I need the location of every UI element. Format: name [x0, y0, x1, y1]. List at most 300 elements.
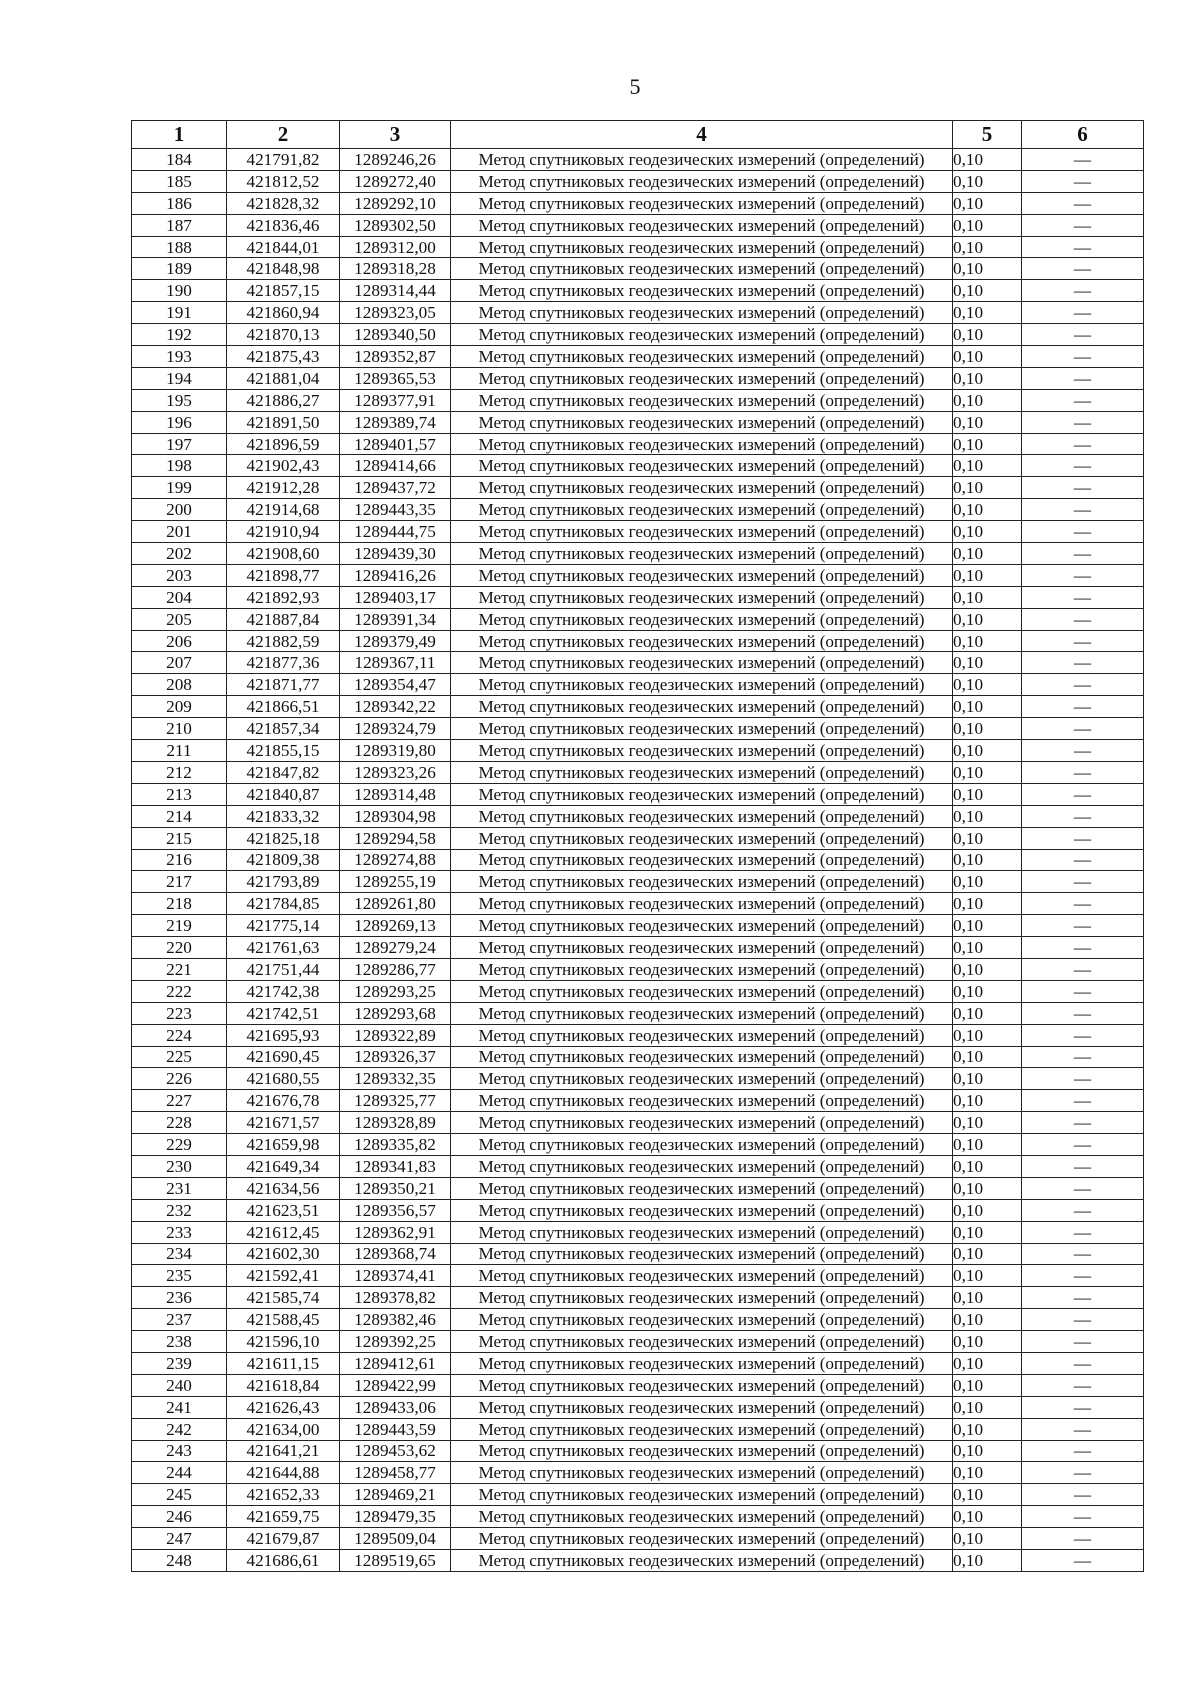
note-cell: —	[1022, 1177, 1144, 1199]
table-row	[132, 1068, 1144, 1090]
method-cell: Метод спутниковых геодезических измерений (определений)	[451, 149, 953, 171]
point-number-cell: 200	[132, 499, 227, 521]
coordinate-x-cell: 421612,45	[227, 1221, 340, 1243]
method-cell: Метод спутниковых геодезических измерений (определений)	[451, 937, 953, 959]
coordinate-x-cell: 421652,33	[227, 1484, 340, 1506]
accuracy-cell: 0,10	[953, 1550, 1022, 1572]
accuracy-cell: 0,10	[953, 1331, 1022, 1353]
point-number-cell: 209	[132, 696, 227, 718]
coordinate-y-cell: 1289302,50	[340, 214, 451, 236]
coordinate-y-cell: 1289314,44	[340, 280, 451, 302]
table-row	[132, 1331, 1144, 1353]
table-row	[132, 477, 1144, 499]
coordinate-x-cell: 421828,32	[227, 192, 340, 214]
coordinate-y-cell: 1289350,21	[340, 1177, 451, 1199]
coordinate-x-cell: 421908,60	[227, 543, 340, 565]
coordinate-y-cell: 1289377,91	[340, 389, 451, 411]
coordinate-y-cell: 1289374,41	[340, 1265, 451, 1287]
accuracy-cell: 0,10	[953, 170, 1022, 192]
point-number-cell: 206	[132, 630, 227, 652]
coordinate-x-cell: 421812,52	[227, 170, 340, 192]
method-cell: Метод спутниковых геодезических измерений (определений)	[451, 477, 953, 499]
point-number-cell: 211	[132, 740, 227, 762]
coordinate-y-cell: 1289293,25	[340, 980, 451, 1002]
method-cell: Метод спутниковых геодезических измерений (определений)	[451, 389, 953, 411]
table-row	[132, 543, 1144, 565]
method-cell: Метод спутниковых геодезических измерений (определений)	[451, 433, 953, 455]
method-cell: Метод спутниковых геодезических измерений (определений)	[451, 1024, 953, 1046]
coordinate-y-cell: 1289519,65	[340, 1550, 451, 1572]
method-cell: Метод спутниковых геодезических измерений (определений)	[451, 1287, 953, 1309]
note-cell: —	[1022, 1331, 1144, 1353]
accuracy-cell: 0,10	[953, 980, 1022, 1002]
accuracy-cell: 0,10	[953, 1199, 1022, 1221]
accuracy-cell: 0,10	[953, 1440, 1022, 1462]
coordinate-y-cell: 1289391,34	[340, 608, 451, 630]
accuracy-cell: 0,10	[953, 1112, 1022, 1134]
note-cell: —	[1022, 1550, 1144, 1572]
method-cell: Метод спутниковых геодезических измерений (определений)	[451, 455, 953, 477]
accuracy-cell: 0,10	[953, 696, 1022, 718]
accuracy-cell: 0,10	[953, 937, 1022, 959]
coordinate-x-cell: 421881,04	[227, 367, 340, 389]
accuracy-cell: 0,10	[953, 1090, 1022, 1112]
coordinate-x-cell: 421791,82	[227, 149, 340, 171]
note-cell: —	[1022, 543, 1144, 565]
note-cell: —	[1022, 411, 1144, 433]
table-row	[132, 1046, 1144, 1068]
method-cell: Метод спутниковых геодезических измерений (определений)	[451, 1265, 953, 1287]
accuracy-cell: 0,10	[953, 1462, 1022, 1484]
coordinate-y-cell: 1289439,30	[340, 543, 451, 565]
table-row	[132, 1506, 1144, 1528]
table-row	[132, 564, 1144, 586]
accuracy-cell: 0,10	[953, 827, 1022, 849]
table-row	[132, 1528, 1144, 1550]
coordinate-y-cell: 1289368,74	[340, 1243, 451, 1265]
point-number-cell: 245	[132, 1484, 227, 1506]
coordinate-y-cell: 1289323,05	[340, 302, 451, 324]
method-cell: Метод спутниковых геодезических измерений (определений)	[451, 980, 953, 1002]
note-cell: —	[1022, 1352, 1144, 1374]
table-row	[132, 608, 1144, 630]
table-row	[132, 1462, 1144, 1484]
table-row	[132, 258, 1144, 280]
note-cell: —	[1022, 783, 1144, 805]
note-cell: —	[1022, 1309, 1144, 1331]
accuracy-cell: 0,10	[953, 564, 1022, 586]
point-number-cell: 194	[132, 367, 227, 389]
coordinate-x-cell: 421679,87	[227, 1528, 340, 1550]
coordinate-y-cell: 1289272,40	[340, 170, 451, 192]
coordinate-x-cell: 421892,93	[227, 586, 340, 608]
method-cell: Метод спутниковых геодезических измерений (определений)	[451, 1177, 953, 1199]
point-number-cell: 234	[132, 1243, 227, 1265]
coordinate-x-cell: 421690,45	[227, 1046, 340, 1068]
note-cell: —	[1022, 1506, 1144, 1528]
accuracy-cell: 0,10	[953, 1374, 1022, 1396]
accuracy-cell: 0,10	[953, 893, 1022, 915]
accuracy-cell: 0,10	[953, 499, 1022, 521]
point-number-cell: 226	[132, 1068, 227, 1090]
coordinate-x-cell: 421840,87	[227, 783, 340, 805]
coordinate-x-cell: 421844,01	[227, 236, 340, 258]
accuracy-cell: 0,10	[953, 389, 1022, 411]
coordinate-y-cell: 1289294,58	[340, 827, 451, 849]
method-cell: Метод спутниковых геодезических измерений (определений)	[451, 324, 953, 346]
table-row	[132, 1112, 1144, 1134]
coordinate-x-cell: 421857,15	[227, 280, 340, 302]
method-cell: Метод спутниковых геодезических измерений (определений)	[451, 783, 953, 805]
accuracy-cell: 0,10	[953, 258, 1022, 280]
coordinate-y-cell: 1289352,87	[340, 346, 451, 368]
coordinate-x-cell: 421671,57	[227, 1112, 340, 1134]
coordinate-x-cell: 421875,43	[227, 346, 340, 368]
table-row	[132, 1352, 1144, 1374]
method-cell: Метод спутниковых геодезических измерений (определений)	[451, 1155, 953, 1177]
note-cell: —	[1022, 937, 1144, 959]
accuracy-cell: 0,10	[953, 958, 1022, 980]
method-cell: Метод спутниковых геодезических измерений (определений)	[451, 630, 953, 652]
coordinate-y-cell: 1289401,57	[340, 433, 451, 455]
point-number-cell: 187	[132, 214, 227, 236]
coordinate-y-cell: 1289365,53	[340, 367, 451, 389]
coordinate-y-cell: 1289414,66	[340, 455, 451, 477]
table-row	[132, 783, 1144, 805]
point-number-cell: 214	[132, 805, 227, 827]
coordinate-x-cell: 421641,21	[227, 1440, 340, 1462]
point-number-cell: 222	[132, 980, 227, 1002]
point-number-cell: 198	[132, 455, 227, 477]
note-cell: —	[1022, 696, 1144, 718]
table-row	[132, 367, 1144, 389]
coordinate-y-cell: 1289326,37	[340, 1046, 451, 1068]
coordinate-y-cell: 1289304,98	[340, 805, 451, 827]
method-cell: Метод спутниковых геодезических измерений (определений)	[451, 805, 953, 827]
note-cell: —	[1022, 1374, 1144, 1396]
point-number-cell: 188	[132, 236, 227, 258]
coordinate-x-cell: 421860,94	[227, 302, 340, 324]
point-number-cell: 202	[132, 543, 227, 565]
point-number-cell: 230	[132, 1155, 227, 1177]
coordinate-x-cell: 421809,38	[227, 849, 340, 871]
method-cell: Метод спутниковых геодезических измерений (определений)	[451, 1243, 953, 1265]
table-row	[132, 893, 1144, 915]
coordinate-x-cell: 421887,84	[227, 608, 340, 630]
note-cell: —	[1022, 849, 1144, 871]
accuracy-cell: 0,10	[953, 192, 1022, 214]
point-number-cell: 220	[132, 937, 227, 959]
method-cell: Метод спутниковых геодезических измерений (определений)	[451, 1484, 953, 1506]
table-row	[132, 827, 1144, 849]
coordinate-y-cell: 1289469,21	[340, 1484, 451, 1506]
coordinate-x-cell: 421618,84	[227, 1374, 340, 1396]
point-number-cell: 246	[132, 1506, 227, 1528]
note-cell: —	[1022, 652, 1144, 674]
method-cell: Метод спутниковых геодезических измерений (определений)	[451, 170, 953, 192]
accuracy-cell: 0,10	[953, 1528, 1022, 1550]
coordinate-y-cell: 1289389,74	[340, 411, 451, 433]
method-cell: Метод спутниковых геодезических измерений (определений)	[451, 258, 953, 280]
method-cell: Метод спутниковых геодезических измерений (определений)	[451, 499, 953, 521]
note-cell: —	[1022, 192, 1144, 214]
coordinate-y-cell: 1289269,13	[340, 915, 451, 937]
note-cell: —	[1022, 346, 1144, 368]
method-cell: Метод спутниковых геодезических измерений (определений)	[451, 302, 953, 324]
method-cell: Метод спутниковых геодезических измерений (определений)	[451, 1090, 953, 1112]
table-row	[132, 915, 1144, 937]
accuracy-cell: 0,10	[953, 324, 1022, 346]
point-number-cell: 212	[132, 761, 227, 783]
coordinate-y-cell: 1289332,35	[340, 1068, 451, 1090]
coordinate-y-cell: 1289319,80	[340, 740, 451, 762]
coordinate-y-cell: 1289342,22	[340, 696, 451, 718]
accuracy-cell: 0,10	[953, 455, 1022, 477]
coordinate-y-cell: 1289416,26	[340, 564, 451, 586]
coordinate-x-cell: 421742,51	[227, 1002, 340, 1024]
note-cell: —	[1022, 630, 1144, 652]
table-row	[132, 1265, 1144, 1287]
accuracy-cell: 0,10	[953, 871, 1022, 893]
accuracy-cell: 0,10	[953, 783, 1022, 805]
coordinate-x-cell: 421634,56	[227, 1177, 340, 1199]
table-row	[132, 849, 1144, 871]
point-number-cell: 223	[132, 1002, 227, 1024]
page-number: 5	[629, 74, 641, 99]
coordinate-y-cell: 1289261,80	[340, 893, 451, 915]
coordinate-x-cell: 421649,34	[227, 1155, 340, 1177]
point-number-cell: 184	[132, 149, 227, 171]
table-row	[132, 1221, 1144, 1243]
coordinate-y-cell: 1289323,26	[340, 761, 451, 783]
table-row	[132, 521, 1144, 543]
accuracy-cell: 0,10	[953, 1046, 1022, 1068]
coordinate-y-cell: 1289293,68	[340, 1002, 451, 1024]
table-row	[132, 389, 1144, 411]
note-cell: —	[1022, 1462, 1144, 1484]
table-row	[132, 1287, 1144, 1309]
coordinate-y-cell: 1289437,72	[340, 477, 451, 499]
table-row	[132, 761, 1144, 783]
accuracy-cell: 0,10	[953, 543, 1022, 565]
point-number-cell: 196	[132, 411, 227, 433]
method-cell: Метод спутниковых геодезических измерений (определений)	[451, 1440, 953, 1462]
note-cell: —	[1022, 367, 1144, 389]
coordinate-y-cell: 1289509,04	[340, 1528, 451, 1550]
point-number-cell: 189	[132, 258, 227, 280]
point-number-cell: 244	[132, 1462, 227, 1484]
point-number-cell: 228	[132, 1112, 227, 1134]
coordinate-x-cell: 421659,98	[227, 1134, 340, 1156]
table-row	[132, 1199, 1144, 1221]
coordinate-y-cell: 1289292,10	[340, 192, 451, 214]
coordinates-table	[131, 120, 1144, 1572]
accuracy-cell: 0,10	[953, 433, 1022, 455]
note-cell: —	[1022, 170, 1144, 192]
method-cell: Метод спутниковых геодезических измерений (определений)	[451, 1528, 953, 1550]
coordinate-x-cell: 421896,59	[227, 433, 340, 455]
coordinate-x-cell: 421626,43	[227, 1396, 340, 1418]
accuracy-cell: 0,10	[953, 1155, 1022, 1177]
note-cell: —	[1022, 608, 1144, 630]
table-row	[132, 674, 1144, 696]
coordinate-x-cell: 421847,82	[227, 761, 340, 783]
coordinate-y-cell: 1289378,82	[340, 1287, 451, 1309]
coordinate-x-cell: 421848,98	[227, 258, 340, 280]
method-cell: Метод спутниковых геодезических измерений (определений)	[451, 1396, 953, 1418]
note-cell: —	[1022, 1396, 1144, 1418]
column-header-4: 4	[451, 121, 953, 149]
method-cell: Метод спутниковых геодезических измерений (определений)	[451, 761, 953, 783]
accuracy-cell: 0,10	[953, 849, 1022, 871]
accuracy-cell: 0,10	[953, 1352, 1022, 1374]
method-cell: Метод спутниковых геодезических измерений (определений)	[451, 674, 953, 696]
table-row	[132, 586, 1144, 608]
coordinate-y-cell: 1289412,61	[340, 1352, 451, 1374]
table-row	[132, 170, 1144, 192]
method-cell: Метод спутниковых геодезических измерений (определений)	[451, 958, 953, 980]
method-cell: Метод спутниковых геодезических измерений (определений)	[451, 1199, 953, 1221]
accuracy-cell: 0,10	[953, 1134, 1022, 1156]
coordinate-x-cell: 421680,55	[227, 1068, 340, 1090]
point-number-cell: 207	[132, 652, 227, 674]
coordinate-y-cell: 1289453,62	[340, 1440, 451, 1462]
table-row	[132, 958, 1144, 980]
coordinate-x-cell: 421695,93	[227, 1024, 340, 1046]
method-cell: Метод спутниковых геодезических измерений (определений)	[451, 543, 953, 565]
table-row	[132, 630, 1144, 652]
coordinate-y-cell: 1289255,19	[340, 871, 451, 893]
table-row	[132, 718, 1144, 740]
note-cell: —	[1022, 477, 1144, 499]
point-number-cell: 208	[132, 674, 227, 696]
method-cell: Метод спутниковых геодезических измерений (определений)	[451, 1221, 953, 1243]
note-cell: —	[1022, 1440, 1144, 1462]
accuracy-cell: 0,10	[953, 608, 1022, 630]
coordinate-y-cell: 1289422,99	[340, 1374, 451, 1396]
coordinate-y-cell: 1289279,24	[340, 937, 451, 959]
method-cell: Метод спутниковых геодезических измерений (определений)	[451, 1352, 953, 1374]
table-row	[132, 346, 1144, 368]
coordinate-x-cell: 421775,14	[227, 915, 340, 937]
table-row	[132, 1396, 1144, 1418]
point-number-cell: 210	[132, 718, 227, 740]
table-row	[132, 1309, 1144, 1331]
table-row	[132, 433, 1144, 455]
table-row	[132, 1418, 1144, 1440]
accuracy-cell: 0,10	[953, 280, 1022, 302]
coordinate-x-cell: 421891,50	[227, 411, 340, 433]
method-cell: Метод спутниковых геодезических измерений (определений)	[451, 1418, 953, 1440]
accuracy-cell: 0,10	[953, 1177, 1022, 1199]
coordinate-x-cell: 421910,94	[227, 521, 340, 543]
coordinate-x-cell: 421833,32	[227, 805, 340, 827]
coordinate-x-cell: 421742,38	[227, 980, 340, 1002]
accuracy-cell: 0,10	[953, 1221, 1022, 1243]
coordinate-x-cell: 421611,15	[227, 1352, 340, 1374]
coordinate-x-cell: 421866,51	[227, 696, 340, 718]
coordinate-x-cell: 421825,18	[227, 827, 340, 849]
accuracy-cell: 0,10	[953, 718, 1022, 740]
accuracy-cell: 0,10	[953, 1484, 1022, 1506]
coordinate-y-cell: 1289382,46	[340, 1309, 451, 1331]
table-body	[132, 149, 1144, 1572]
accuracy-cell: 0,10	[953, 1265, 1022, 1287]
note-cell: —	[1022, 1243, 1144, 1265]
note-cell: —	[1022, 258, 1144, 280]
coordinate-x-cell: 421914,68	[227, 499, 340, 521]
point-number-cell: 225	[132, 1046, 227, 1068]
table-row	[132, 740, 1144, 762]
method-cell: Метод спутниковых геодезических измерений (определений)	[451, 586, 953, 608]
accuracy-cell: 0,10	[953, 1506, 1022, 1528]
point-number-cell: 204	[132, 586, 227, 608]
coordinate-y-cell: 1289325,77	[340, 1090, 451, 1112]
point-number-cell: 185	[132, 170, 227, 192]
accuracy-cell: 0,10	[953, 1396, 1022, 1418]
point-number-cell: 193	[132, 346, 227, 368]
accuracy-cell: 0,10	[953, 1418, 1022, 1440]
note-cell: —	[1022, 280, 1144, 302]
coordinate-x-cell: 421634,00	[227, 1418, 340, 1440]
accuracy-cell: 0,10	[953, 302, 1022, 324]
coordinate-y-cell: 1289314,48	[340, 783, 451, 805]
coordinate-y-cell: 1289341,83	[340, 1155, 451, 1177]
note-cell: —	[1022, 1068, 1144, 1090]
accuracy-cell: 0,10	[953, 236, 1022, 258]
accuracy-cell: 0,10	[953, 652, 1022, 674]
method-cell: Метод спутниковых геодезических измерений (определений)	[451, 871, 953, 893]
coordinate-x-cell: 421761,63	[227, 937, 340, 959]
table-row	[132, 455, 1144, 477]
coordinate-x-cell: 421898,77	[227, 564, 340, 586]
table-row	[132, 1243, 1144, 1265]
accuracy-cell: 0,10	[953, 630, 1022, 652]
note-cell: —	[1022, 433, 1144, 455]
coordinate-x-cell: 421857,34	[227, 718, 340, 740]
table-row	[132, 937, 1144, 959]
coordinate-y-cell: 1289286,77	[340, 958, 451, 980]
method-cell: Метод спутниковых геодезических измерений (определений)	[451, 849, 953, 871]
note-cell: —	[1022, 564, 1144, 586]
coordinate-x-cell: 421644,88	[227, 1462, 340, 1484]
note-cell: —	[1022, 674, 1144, 696]
table-row	[132, 236, 1144, 258]
note-cell: —	[1022, 1046, 1144, 1068]
point-number-cell: 236	[132, 1287, 227, 1309]
coordinate-y-cell: 1289274,88	[340, 849, 451, 871]
note-cell: —	[1022, 302, 1144, 324]
method-cell: Метод спутниковых геодезических измерений (определений)	[451, 740, 953, 762]
coordinate-y-cell: 1289458,77	[340, 1462, 451, 1484]
table-row	[132, 805, 1144, 827]
table-row	[132, 302, 1144, 324]
accuracy-cell: 0,10	[953, 346, 1022, 368]
table-row	[132, 1484, 1144, 1506]
column-header-3: 3	[340, 121, 451, 149]
coordinate-y-cell: 1289322,89	[340, 1024, 451, 1046]
note-cell: —	[1022, 1265, 1144, 1287]
method-cell: Метод спутниковых геодезических измерений (определений)	[451, 608, 953, 630]
coordinate-x-cell: 421592,41	[227, 1265, 340, 1287]
coordinate-x-cell: 421623,51	[227, 1199, 340, 1221]
accuracy-cell: 0,10	[953, 1024, 1022, 1046]
point-number-cell: 233	[132, 1221, 227, 1243]
column-header-5: 5	[953, 121, 1022, 149]
point-number-cell: 247	[132, 1528, 227, 1550]
coordinate-x-cell: 421870,13	[227, 324, 340, 346]
accuracy-cell: 0,10	[953, 1309, 1022, 1331]
